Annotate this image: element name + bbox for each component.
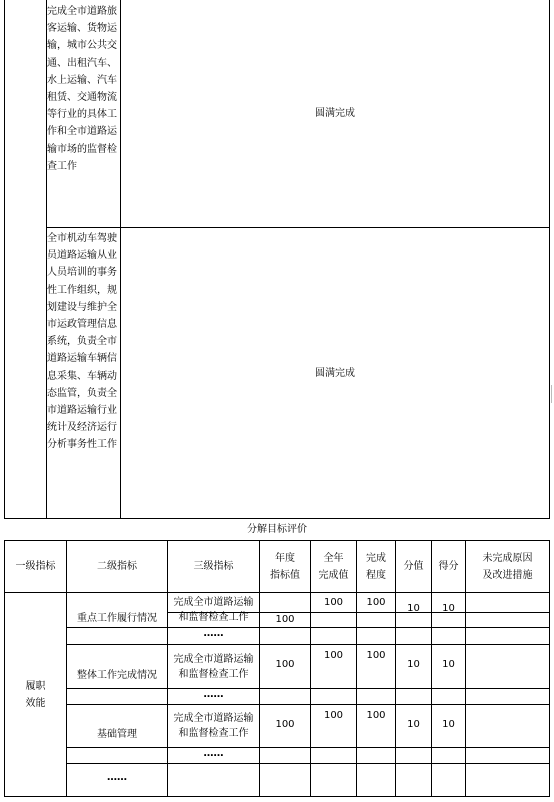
score-3: 10 — [442, 719, 455, 730]
dots-1: …… — [203, 628, 224, 639]
level3-item-2: 完成全市道路运输 和监督检查工作 — [173, 653, 254, 680]
score-value-1: 10 — [407, 603, 420, 614]
margin-mark — [551, 385, 552, 403]
score-1: 10 — [442, 603, 455, 614]
header-completion: 完成 程度 — [366, 552, 386, 581]
duty-description-2: 全市机动车驾驶员道路运输从业人员培训的事务性工作组织，规划建设与维护全市运政管理信息系统，负责全市道路运输车辆信息采集、车辆动态监管，负责全市道路运输行业统计及经济运行分析事务性工作 — [47, 233, 117, 451]
level2-basic-management: 基础管理 — [97, 728, 137, 740]
completion-value-1: 100 — [366, 597, 386, 608]
header-level1: 一级指标 — [15, 561, 56, 572]
target-value-3: 100 — [275, 719, 295, 730]
full-year-value-2: 100 — [323, 650, 344, 661]
score-value-2: 10 — [407, 659, 420, 670]
level1-performance: 履职 效能 — [25, 680, 46, 709]
header-level2: 二级指标 — [97, 561, 137, 572]
header-full-year: 全年 完成值 — [318, 552, 349, 581]
dots-level2-more: …… — [107, 772, 127, 783]
duty-status-2: 圆满完成 — [315, 367, 355, 379]
dots-3: …… — [203, 748, 224, 759]
header-level3: 三级指标 — [193, 561, 234, 572]
level2-overall: 整体工作完成情况 — [77, 669, 157, 681]
full-year-value-1: 100 — [323, 597, 344, 608]
score-2: 10 — [442, 659, 455, 670]
full-year-value-3: 100 — [323, 710, 344, 721]
level3-item-1: 完成全市道路运输 和监督检查工作 — [173, 597, 254, 623]
header-score: 得分 — [438, 561, 459, 572]
dots-2: …… — [203, 689, 224, 700]
section-title: 分解目标评价 — [247, 524, 307, 535]
completion-value-2: 100 — [366, 650, 386, 661]
header-reason: 未完成原因 及改进措施 — [482, 552, 533, 581]
completion-value-3: 100 — [366, 710, 386, 721]
target-value-2: 100 — [275, 659, 295, 670]
level2-key-work: 重点工作履行情况 — [77, 613, 157, 624]
duty-status-1: 圆满完成 — [315, 108, 355, 119]
header-annual-target: 年度 指标值 — [270, 552, 300, 581]
target-value-1: 100 — [275, 614, 295, 625]
duty-description-1: 完成全市道路旅客运输、货物运输，城市公共交通、出租汽车、水上运输、汽车租赁、交通物流等行业的具体工作和全市道路运输市场的监督检查工作 — [47, 6, 117, 172]
level3-item-3: 完成全市道路运输 和监督检查工作 — [173, 713, 254, 739]
score-value-3: 10 — [407, 719, 420, 730]
header-score-value: 分值 — [403, 561, 424, 572]
